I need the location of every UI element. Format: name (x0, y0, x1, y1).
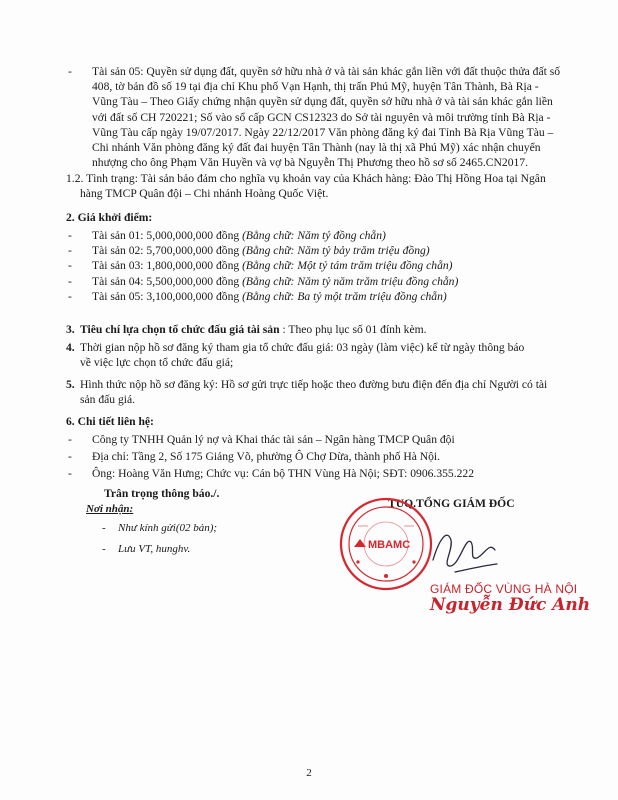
price-in-words: (Bằng chữ: Năm tỷ đồng chẵn) (242, 229, 386, 242)
bullet-dash: - (68, 433, 72, 446)
svg-text:MBAMC: MBAMC (368, 539, 411, 551)
asset5-line: 408, tờ bản đồ số 19 tại địa chỉ Khu phố Vạn Hạnh, thị trấn Phú Mỹ, huyện Tân Thành, Bà Rịa - (92, 80, 539, 94)
section-3-text: : Theo phụ lục số 01 đính kèm. (279, 323, 427, 336)
contact-item (68, 466, 580, 481)
recipient-text: Như kính gửi(02 bản); (118, 522, 218, 535)
asset5-line: Vũng Tàu – Theo Giấy chứng nhận quyền sử dụng đất, quyền sở hữu nhà ở và tài sản khác gắn liền (92, 95, 553, 109)
status-paragraph (66, 171, 580, 201)
section-3 (66, 322, 580, 337)
signer-position: GIÁM ĐỐC VÙNG HÀ NỘI (430, 582, 578, 596)
bullet-dash: - (68, 259, 72, 273)
price-item (68, 228, 580, 243)
bullet-dash: - (68, 467, 72, 481)
company-seal (338, 496, 434, 592)
price-item (68, 258, 580, 273)
contact-person: Ông: Hoàng Văn Hưng; Chức vụ: Cán bộ THN Vùng Hà Nội; SĐT: 0906.355.222 (92, 467, 475, 481)
signer-name: Nguyễn Đức Anh (430, 595, 591, 615)
mbamc-logo (354, 539, 410, 551)
price-in-words: (Bằng chữ: Một tỷ tám trăm triệu đồng chẵn) (242, 259, 453, 273)
recipient-item (86, 542, 306, 557)
section-2-heading (66, 210, 566, 225)
status-line: hàng TMCP Quân đội – Chi nhánh Hoàng Quốc Việt. (80, 187, 329, 201)
section-4-line: Thời gian nộp hồ sơ đăng ký tham gia tổ chức đấu giá: 03 ngày (làm việc) kể từ ngày thông báo (80, 341, 525, 354)
bullet-dash: - (68, 274, 72, 288)
bullet-dash: - (68, 229, 72, 242)
starting-price-list (68, 228, 580, 304)
contact-address: Địa chỉ: Tầng 2, Số 175 Giảng Võ, phường Ô Chợ Dừa, thành phố Hà Nội. (92, 450, 441, 464)
asset5-line: Vũng Tàu cấp ngày 19/07/2017. Ngày 22/12/2017 Văn phòng đăng ký đai Tỉnh Bà Rịa Vũng Tàu – (92, 125, 554, 139)
price-label: Tài sản 01: 5,000,000,000 đồng (92, 229, 243, 242)
price-item (68, 274, 580, 289)
recipients-heading: Nơi nhận: (86, 503, 134, 515)
price-label: Tài sản 04: 5,500,000,000 đồng (92, 274, 243, 288)
asset5-line: với đất số CH 720221; Số vào sổ cấp GCN CS12323 do Sở tài nguyên và môi trường tỉnh Bà Rịa - (92, 110, 551, 124)
section-3-title: Tiêu chí lựa chọn tổ chức đấu giá tài sản (80, 323, 280, 336)
bullet-dash: - (68, 289, 72, 303)
section-5-line: Hình thức nộp hồ sơ đăng ký: Hồ sơ gửi trực tiếp hoặc theo đường bưu điện đến địa chỉ Người có tài (80, 378, 548, 391)
section-4 (66, 340, 580, 370)
recipient-text: Lưu VT, hunghv. (118, 543, 191, 556)
section-5-number: 5. (66, 378, 75, 391)
bullet-dash: - (68, 65, 72, 78)
contact-item (68, 432, 580, 447)
status-line: 1.2. Tình trạng: Tài sản bảo đảm cho nghĩa vụ khoản vay của Khách hàng: Đào Thị Hồng Hoa tại Ngân (66, 172, 546, 185)
page-number: 2 (306, 767, 312, 779)
price-in-words: (Bằng chữ: Ba tỷ một trăm triệu đồng chẵn) (242, 289, 447, 303)
recipient-item (86, 521, 306, 536)
contact-company: Công ty TNHH Quản lý nợ và Khai thác tài sản – Ngân hàng TMCP Quân đội (92, 433, 455, 446)
section-6-heading (66, 414, 566, 429)
section-3-number: 3. (66, 323, 75, 336)
closing-text: Trân trọng thông báo./. (104, 487, 220, 500)
section-4-line: về việc lực chọn tổ chức đấu giá; (80, 356, 234, 370)
bullet-dash: - (68, 244, 72, 258)
asset-05-paragraph (68, 64, 580, 170)
asset5-line: nhượng cho ông Phạm Văn Huyền và vợ bà Nguyễn Thị Phương theo hồ sơ số 2465.CN2017. (92, 156, 528, 170)
handwritten-signature (425, 520, 505, 580)
price-in-words: (Bằng chữ: Năm tỷ bảy trăm triệu đồng) (242, 244, 430, 258)
price-label: Tài sản 05: 3,100,000,000 đồng (92, 289, 243, 303)
price-label: Tài sản 02: 5,700,000,000 đồng (92, 244, 243, 258)
price-label: Tài sản 03: 1,800,000,000 đồng (92, 259, 243, 273)
price-item (68, 243, 580, 258)
bullet-dash: - (68, 450, 72, 464)
bullet-dash: - (102, 543, 106, 556)
section-5-line: sản đấu giá. (80, 393, 136, 407)
section-6-title: 6. Chi tiết liên hệ: (66, 415, 154, 428)
asset5-line: Chi nhánh Văn phòng đăng ký đất đai huyện Tân Thành (nay là thị xã Phú Mỹ) xác nhận chuyển (92, 141, 541, 155)
recipients-block (86, 502, 306, 558)
signer-title: TUQ.TỔNG GIÁM ĐỐC (388, 497, 515, 510)
section-5 (66, 377, 580, 407)
asset5-line: Tài sản 05: Quyền sử dụng đất, quyền sở hữu nhà ở và tài sản khác gắn liền với đất thuộc thửa đất số (92, 65, 561, 78)
contact-item (68, 449, 580, 464)
section-2-title: 2. Giá khởi điểm: (66, 211, 153, 224)
price-item (68, 289, 580, 304)
bullet-dash: - (102, 522, 106, 535)
contact-list (68, 432, 580, 482)
section-4-number: 4. (66, 341, 75, 354)
price-in-words: (Bằng chữ: Năm tỷ năm trăm triệu đồng chẵn) (242, 274, 459, 288)
